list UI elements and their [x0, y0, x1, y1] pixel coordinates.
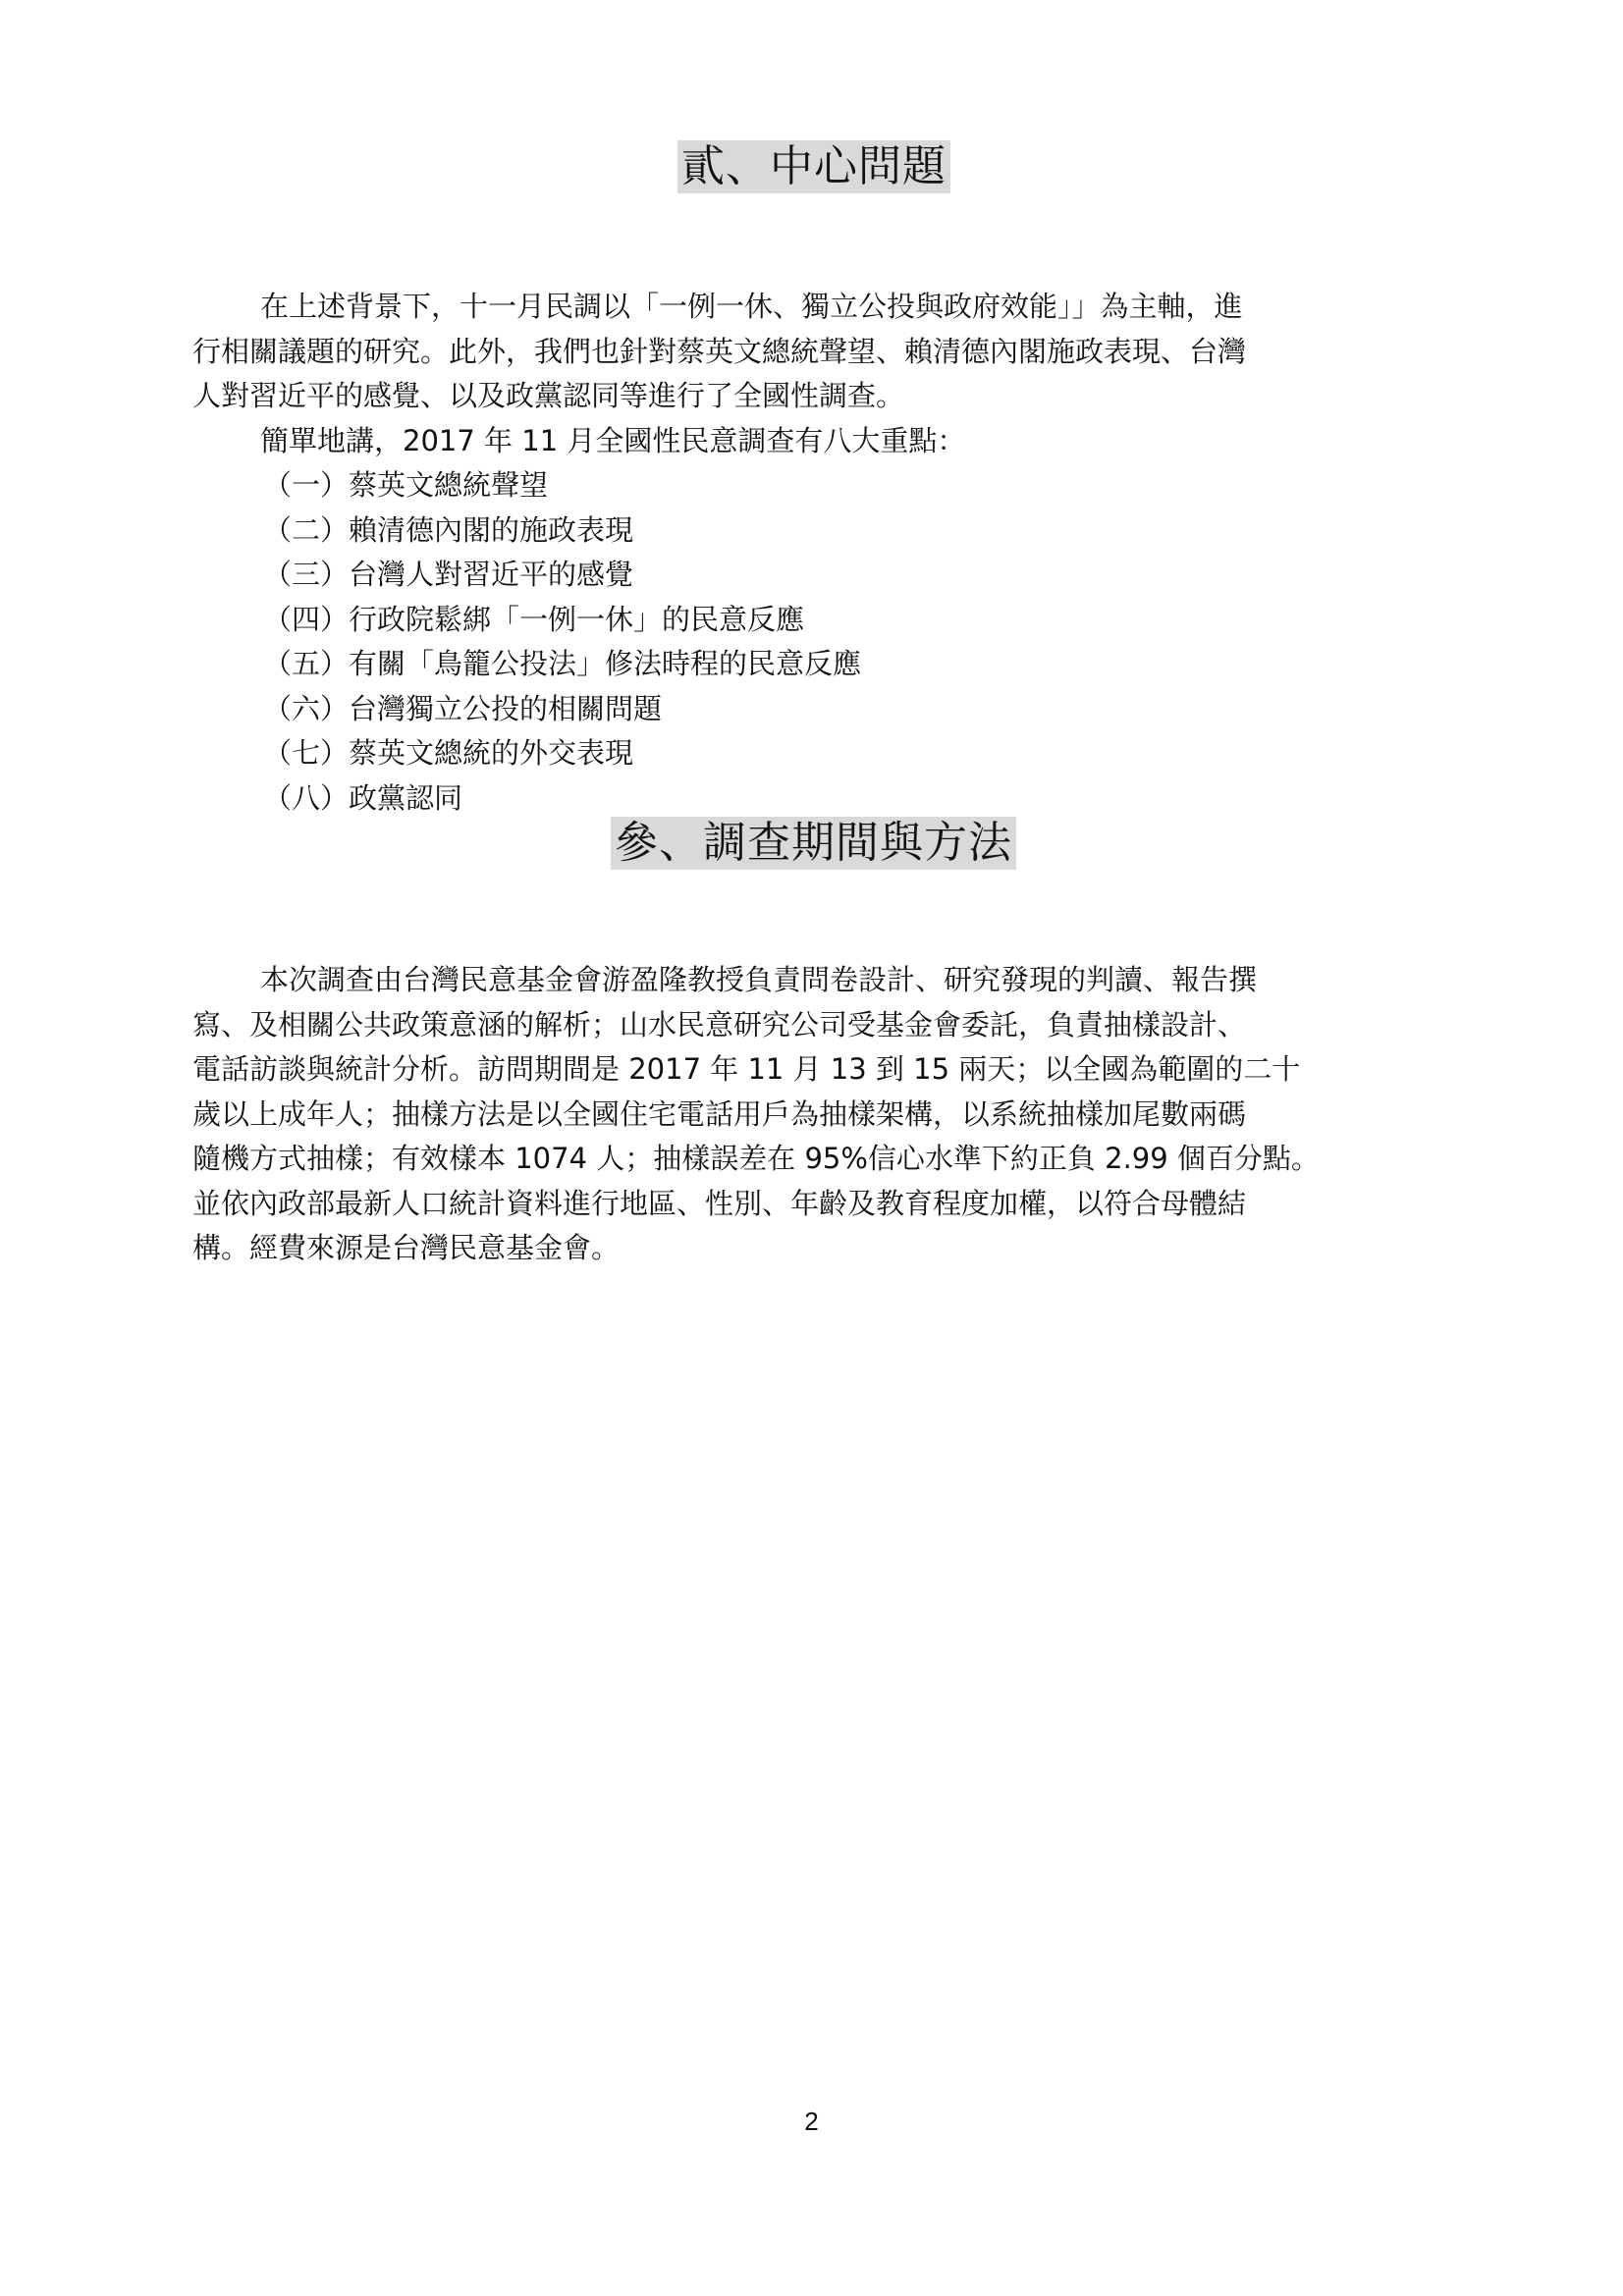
key-point-item: （七）蔡英文總統的外交表現	[263, 736, 634, 770]
summary-sentence: 簡單地講，2017 年 11 月全國性民意調查有八大重點：	[260, 424, 966, 457]
method-line: 寫、及相關公共政策意涵的解析；山水民意研究公司受基金會委託，負責抽樣設計、	[192, 1007, 1247, 1041]
page-number: 2	[804, 2107, 819, 2136]
intro-line: 行相關議題的研究。此外，我們也針對蔡英文總統聲望、賴清德內閣施政表現、台灣	[192, 334, 1247, 368]
method-paragraph	[192, 958, 1432, 1271]
key-points-list	[263, 463, 861, 821]
method-line: 電話訪談與統計分析。訪問期間是 2017 年 11 月 13 到 15 兩天；以全國為範圍的二十	[192, 1052, 1301, 1086]
key-point-item: （二）賴清德內閣的施政表現	[263, 512, 634, 547]
intro-paragraph	[192, 285, 1432, 419]
method-line: 本次調查由台灣民意基金會游盈隆教授負責問卷設計、研究發現的判讀、報告撰	[260, 963, 1258, 996]
intro-line: 在上述背景下，十一月民調以「一例一休、獨立公投與政府效能」」為主軸，進	[260, 290, 1243, 323]
method-line: 隨機方式抽樣；有效樣本 1074 人；抽樣誤差在 95%信心水準下約正負 2.99 個百分點。	[192, 1142, 1320, 1175]
key-point-item: （六）台灣獨立公投的相關問題	[263, 691, 663, 725]
intro-line: 人對習近平的感覺、以及政黨認同等進行了全國性調查。	[192, 379, 905, 412]
key-point-item: （一）蔡英文總統聲望	[263, 468, 549, 502]
key-point-item: （三）台灣人對習近平的感覺	[263, 558, 634, 591]
key-point-item: （八）政黨認同	[263, 780, 463, 815]
method-line: 歲以上成年人；抽樣方法是以全國住宅電話用戶為抽樣架構，以系統抽樣加尾數兩碼	[192, 1096, 1247, 1131]
key-point-item: （四）行政院鬆綁「一例一休」的民意反應	[263, 602, 805, 636]
method-line: 並依內政部最新人口統計資料進行地區、性別、年齡及教育程度加權，以符合母體結	[192, 1186, 1247, 1220]
key-point-item: （五）有關「鳥籠公投法」修法時程的民意反應	[263, 647, 862, 680]
section-heading-central-issues: 貳、中心問題	[677, 140, 950, 193]
method-line: 構。經費來源是台灣民意基金會。	[192, 1231, 621, 1264]
section-heading-survey-period-method: 參、調查期間與方法	[611, 817, 1016, 870]
